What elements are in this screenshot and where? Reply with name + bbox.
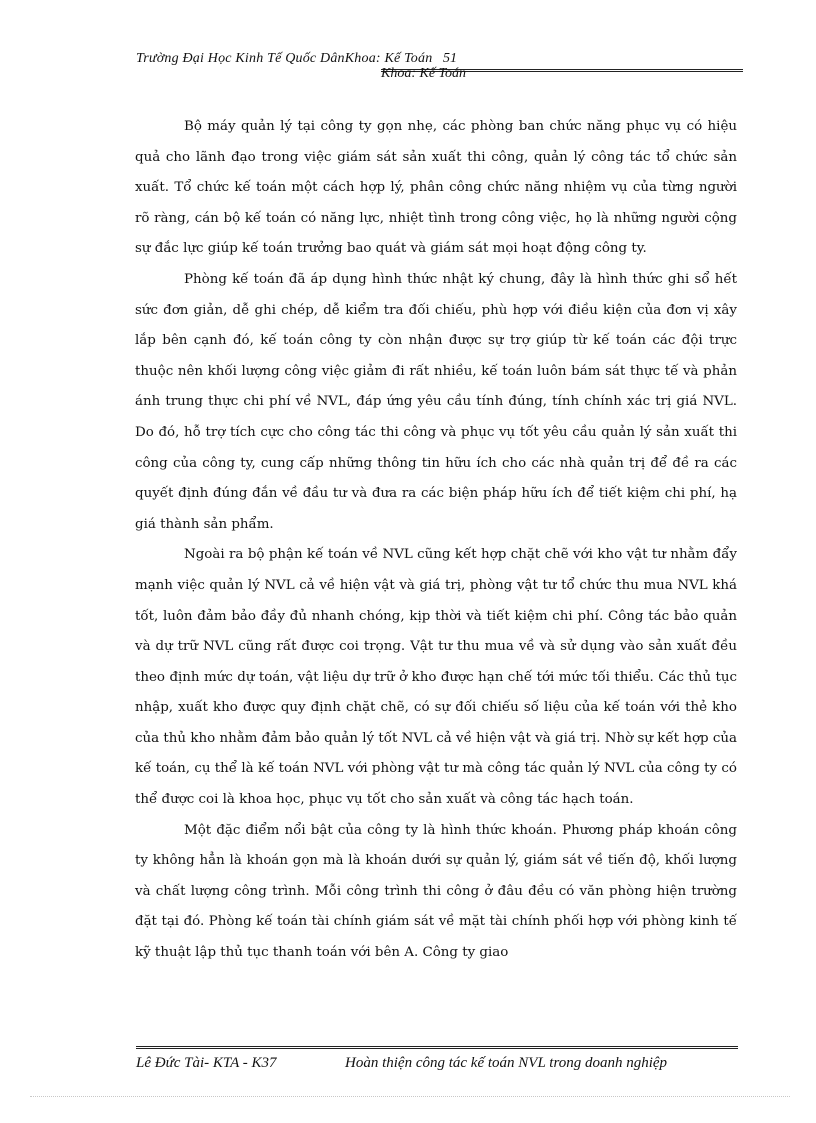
body-text (135, 112, 737, 969)
paragraph-1: Bộ máy quản lý tại công ty gọn nhẹ, các phòng ban chức năng phục vụ có hiệu quả cho lãnh đạo trong việc giám sát sản xuất thi công, quản lý công tác tổ chức sản xuất. Tổ chức kế toán một cách hợp lý, phân công chức năng nhiệm vụ của từng người rõ ràng, cán bộ kế toán có năng lực, nhiệt tình trong công việc, họ là những người cộng sự đắc lực giúp kế toán trưởng bao quát và giám sát mọi hoạt động công ty. (135, 119, 737, 257)
paragraph-2: Phòng kế toán đã áp dụng hình thức nhật ký chung, đây là hình thức ghi sổ hết sức đơn giản, dễ ghi chép, dễ kiểm tra đối chiếu, phù hợp với điều kiện của đơn vị xây lắp bên cạnh đó, kế toán công ty còn nhận được sự trợ giúp từ kế toán các đội trực thuộc nên khối lượng công việc giảm đi rất nhiều, kế toán luôn bám sát thực tế và phản ánh trung thực chi phí về NVL, đáp ứng yêu cầu tính đúng, tính chính xác trị giá NVL. Do đó, hỗ trợ tích cực cho công tác thi công và phục vụ tốt yêu cầu quản lý sản xuất thi công của công ty, cung cấp những thông tin hữu ích cho các nhà quản trị để đề ra các quyết định đúng đắn về đầu tư và đưa ra các biện pháp hữu ích để tiết kiệm chi phí, hạ giá thành sản phẩm. (135, 271, 737, 532)
paragraph-3: Ngoài ra bộ phận kế toán về NVL cũng kết hợp chặt chẽ với kho vật tư nhằm đẩy mạnh việc quản lý NVL cả về hiện vật và giá trị, phòng vật tư tổ chức thu mua NVL khá tốt, luôn đảm bảo đầy đủ nhanh chóng, kịp thời và tiết kiệm chi phí. Công tác bảo quản và dự trữ NVL cũng rất được coi trọng. Vật tư thu mua về và sử dụng vào sản xuất đều theo định mức dự toán, vật liệu dự trữ ở kho được hạn chế tới mức tối thiểu. Các thủ tục nhập, xuất kho được quy định chặt chẽ, có sự đối chiếu số liệu của kế toán với thẻ kho của thủ kho nhằm đảm bảo quản lý tốt NVL cả về hiện vật và giá trị. Nhờ sự kết hợp của kế toán, cụ thể là kế toán NVL với phòng vật tư mà công tác quản lý NVL của công ty có thể được coi là khoa học, phục vụ tốt cho sản xuất và công tác hạch toán. (135, 547, 737, 808)
header-department: Khoa: Kế Toán (381, 66, 467, 81)
page-number: 51 (443, 51, 457, 66)
footer-rule (136, 1046, 738, 1049)
footer-author: Lê Đức Tài- KTA - K37 (136, 1055, 277, 1071)
footer-title: Hoàn thiện công tác kế toán NVL trong doanh nghiệp (345, 1055, 668, 1071)
page-header (136, 48, 742, 88)
page-edge-divider (30, 1096, 790, 1097)
header-school: Trường Đại Học Kinh Tế Quốc DânKhoa: Kế Toán (136, 51, 433, 66)
paragraph-4: Một đặc điểm nổi bật của công ty là hình thức khoán. Phương pháp khoán công ty không hẳn là khoán gọn mà là khoán dưới sự quản lý, giám sát về tiến độ, khối lượng và chất lượng công trình. Mỗi công trình thi công ở đâu đều có văn phòng hiện trường đặt tại đó. Phòng kế toán tài chính giám sát về mặt tài chính phối hợp với phòng kinh tế kỹ thuật lập thủ tục thanh toán với bên A. Công ty giao (135, 822, 737, 961)
